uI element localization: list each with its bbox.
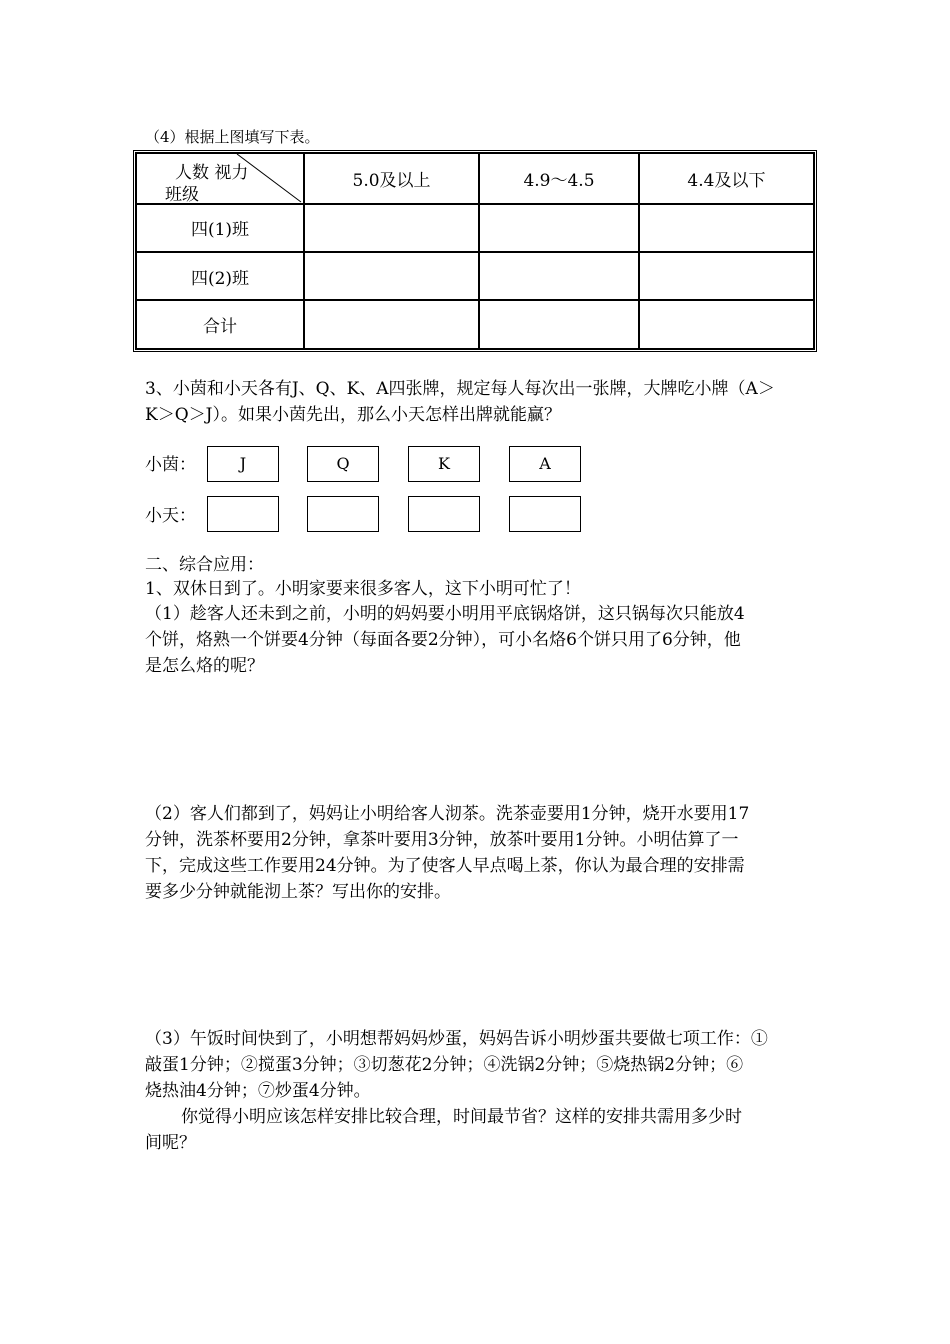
label-xiaotian: 小天： <box>145 506 196 526</box>
answer-box-2[interactable] <box>307 496 379 532</box>
table-cell[interactable] <box>479 204 639 252</box>
q1-2-line2: 分钟，洗茶杯要用2分钟，拿茶叶要用3分钟，放茶叶要用1分钟。小明估算了一 <box>145 830 739 850</box>
table-corner-cell <box>136 153 304 204</box>
table-cell[interactable] <box>639 204 814 252</box>
corner-top-label: 人数 视力 <box>175 163 249 183</box>
row-header: 四(1)班 <box>136 204 304 252</box>
q1-title: 1、双休日到了。小明家要来很多客人，这下小明可忙了！ <box>145 579 581 599</box>
q1-1-line1: （1）趁客人还未到之前，小明的妈妈要小明用平底锅烙饼，这只锅每次只能放4 <box>145 604 745 624</box>
answer-box-1[interactable] <box>207 496 279 532</box>
q1-2-line4: 要多少分钟就能沏上茶？写出你的安排。 <box>145 882 451 902</box>
corner-bottom-label: 班级 <box>165 185 199 205</box>
label-xiaoyin: 小茵： <box>145 455 196 475</box>
section-4-title: （4）根据上图填写下表。 <box>145 128 320 146</box>
table-cell[interactable] <box>479 252 639 300</box>
table-cell[interactable] <box>304 204 479 252</box>
vision-table <box>133 150 817 352</box>
answer-box-4[interactable] <box>509 496 581 532</box>
q1-3-line5: 间呢？ <box>145 1133 196 1153</box>
q1-3-line3: 烧热油4分钟；⑦炒蛋4分钟。 <box>145 1081 371 1101</box>
q1-1-line2: 个饼，烙熟一个饼要4分钟（每面各要2分钟），可小名烙6个饼只用了6分钟，他 <box>145 630 741 650</box>
table-cell[interactable] <box>639 252 814 300</box>
q1-3-line2: 敲蛋1分钟；②搅蛋3分钟；③切葱花2分钟；④洗锅2分钟；⑤烧热锅2分钟；⑥ <box>145 1055 744 1075</box>
column-header: 4.9～4.5 <box>479 153 639 204</box>
card-a: A <box>509 446 581 482</box>
card-j: J <box>207 446 279 482</box>
table-cell[interactable] <box>304 252 479 300</box>
column-header: 4.4及以下 <box>639 153 814 204</box>
table-cell[interactable] <box>304 300 479 349</box>
q1-2-line1: （2）客人们都到了，妈妈让小明给客人沏茶。洗茶壶要用1分钟，烧开水要用17 <box>145 804 750 824</box>
row-header: 四(2)班 <box>136 252 304 300</box>
card-q: Q <box>307 446 379 482</box>
part2-heading: 二、综合应用： <box>145 555 264 575</box>
q3-text-line1: 3、小茵和小天各有J、Q、K、A四张牌，规定每人每次出一张牌，大牌吃小牌（A＞ <box>145 379 775 399</box>
q1-1-line3: 是怎么烙的呢？ <box>145 656 264 676</box>
q1-2-line3: 下，完成这些工作要用24分钟。为了使客人早点喝上茶，你认为最合理的安排需 <box>145 856 745 876</box>
table-cell[interactable] <box>479 300 639 349</box>
card-k: K <box>408 446 480 482</box>
row-header: 合计 <box>136 300 304 349</box>
q1-3-line1: （3）午饭时间快到了，小明想帮妈妈炒蛋，妈妈告诉小明炒蛋共要做七项工作：① <box>145 1029 768 1049</box>
table-cell[interactable] <box>639 300 814 349</box>
q3-text-line2: K＞Q＞J）。如果小茵先出，那么小天怎样出牌就能赢？ <box>145 405 561 425</box>
q1-3-line4: 你觉得小明应该怎样安排比较合理，时间最节省？这样的安排共需用多少时 <box>181 1107 742 1127</box>
column-header: 5.0及以上 <box>304 153 479 204</box>
answer-box-3[interactable] <box>408 496 480 532</box>
